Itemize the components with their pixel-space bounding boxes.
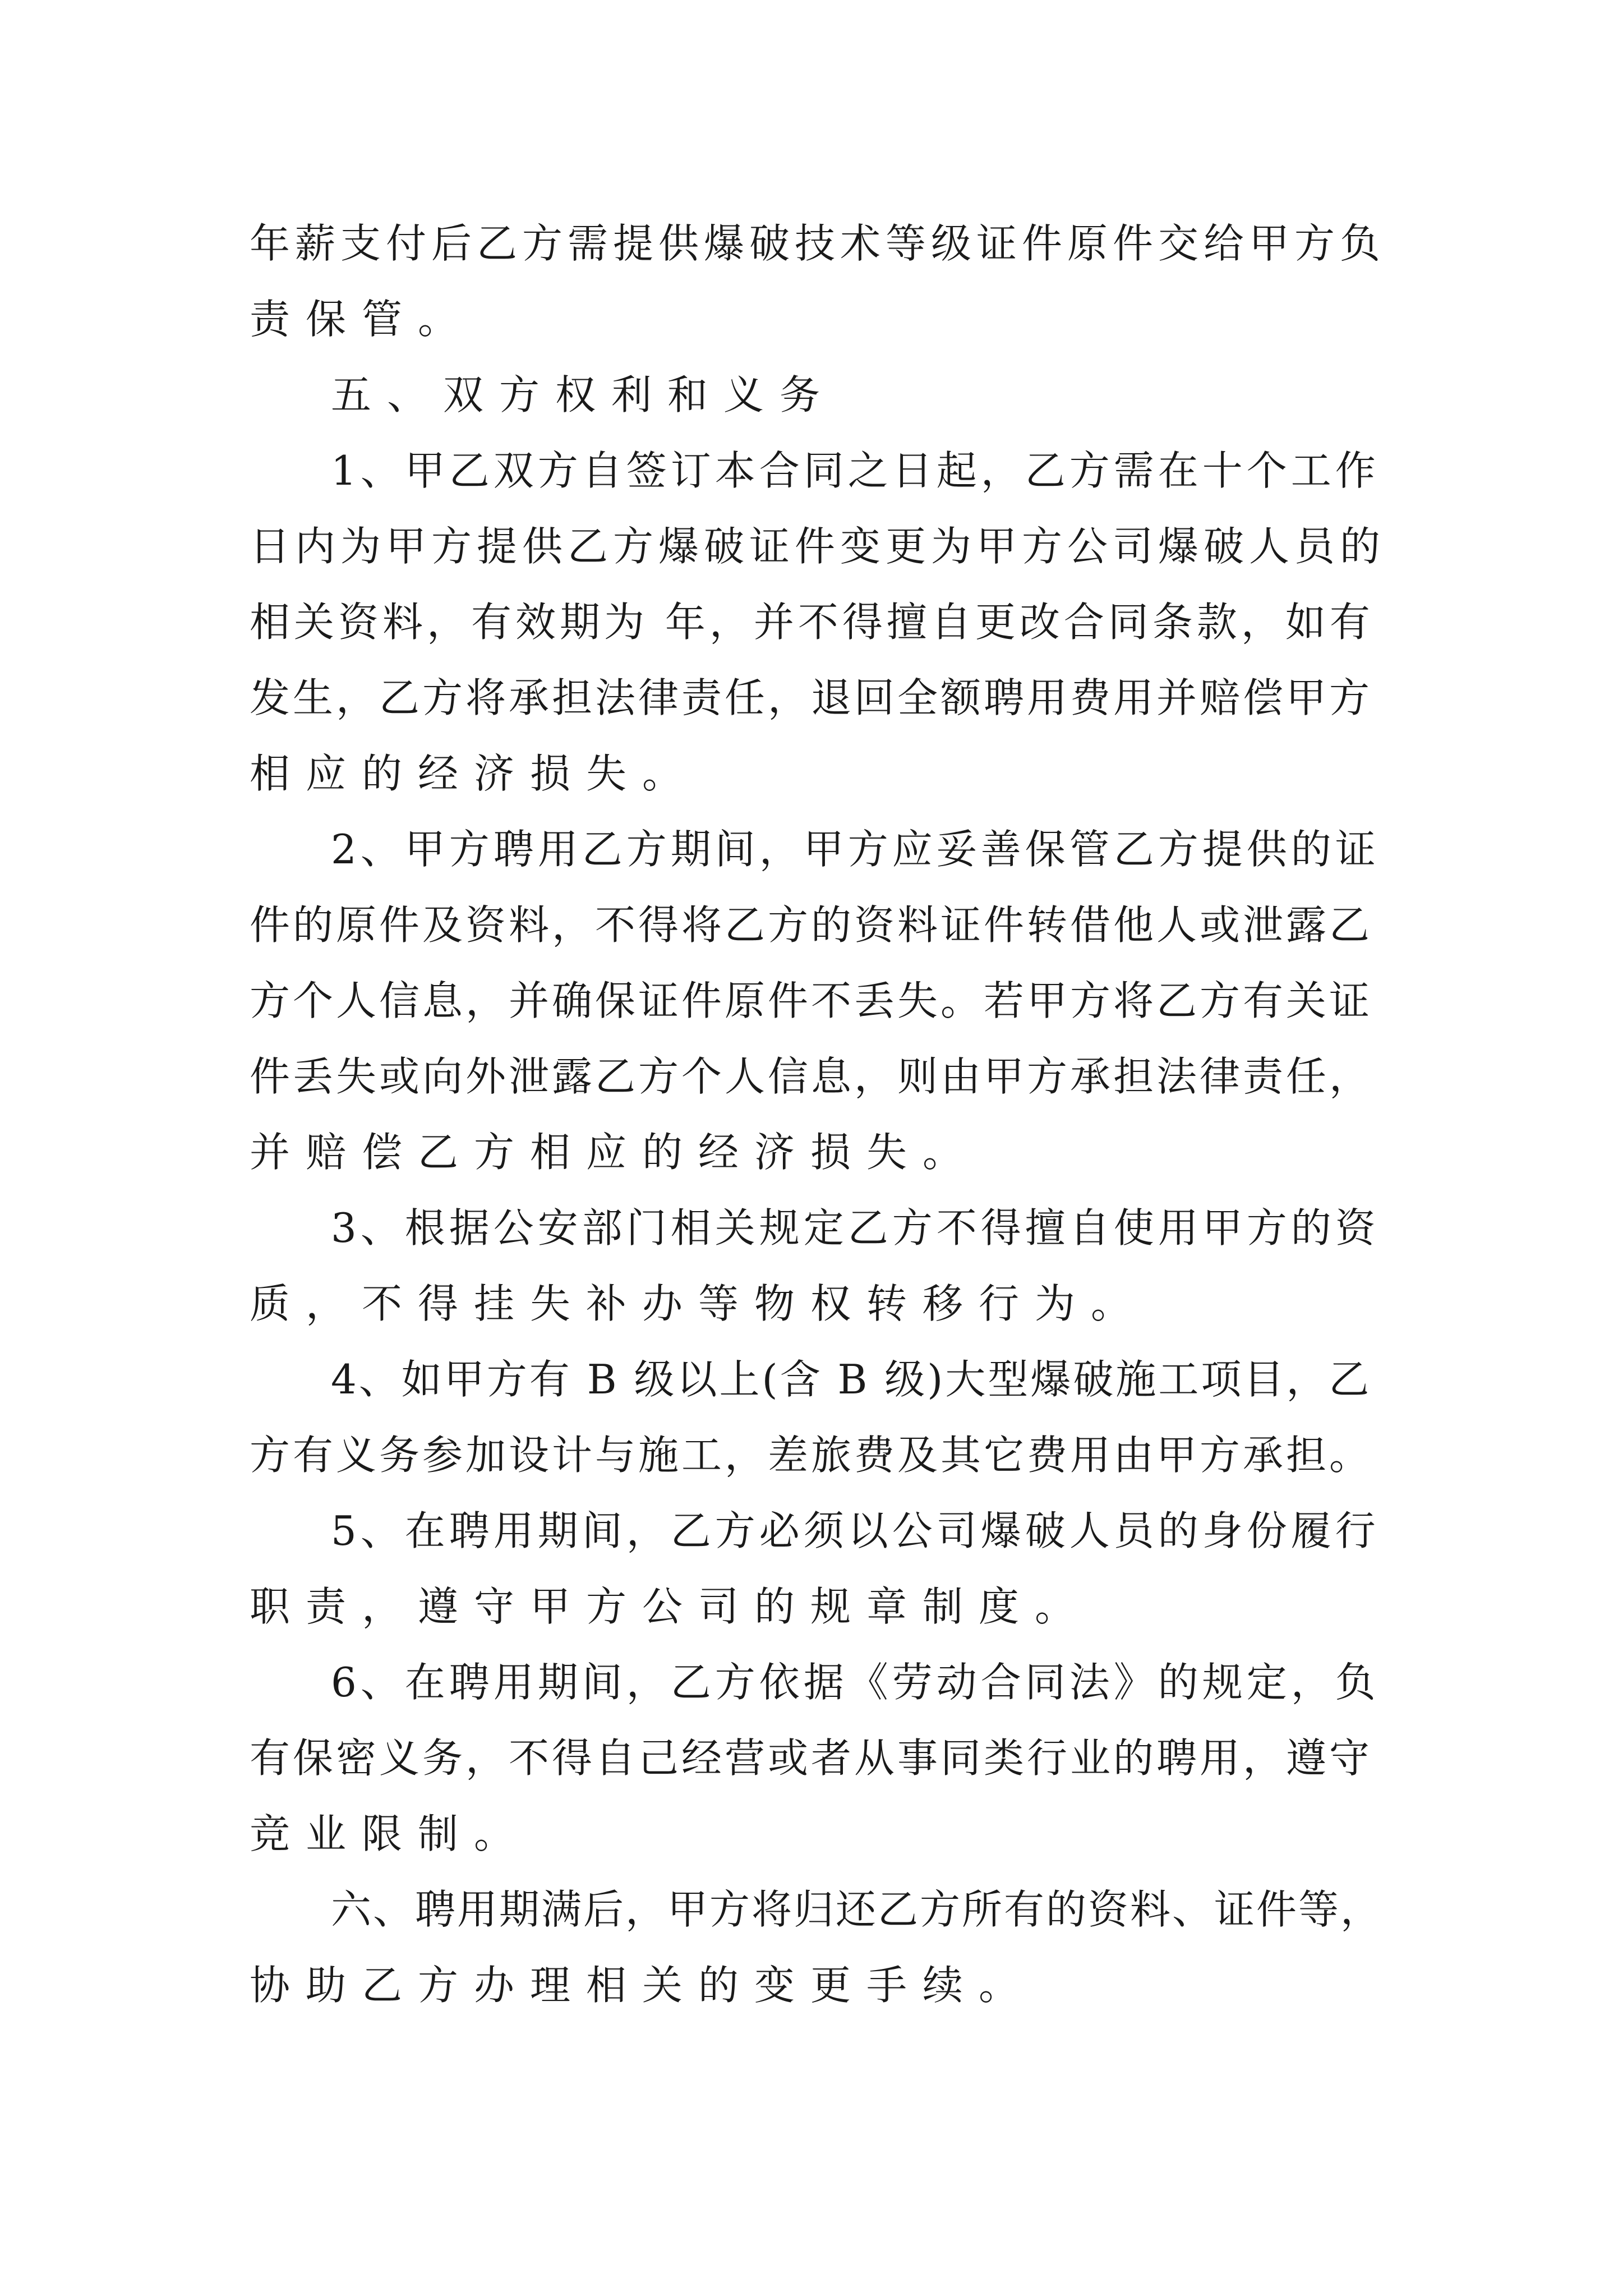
text-line: 方个人信息，并确保证件原件不丢失。若甲方将乙方有关证 — [250, 977, 1373, 1024]
text-line: 6、在聘用期间，乙方依据《劳动合同法》的规定，负 — [331, 1659, 1380, 1706]
text-line: 责保管。 — [250, 296, 474, 343]
text-line: 2、甲方聘用乙方期间，甲方应妥善保管乙方提供的证 — [331, 826, 1380, 873]
text-line: 质，不得挂失补办等物权转移行为。 — [250, 1280, 1147, 1327]
section-heading: 六、聘用期满后，甲方将归还乙方所有的资料、证件等， — [331, 1886, 1383, 1933]
text-line: 5、在聘用期间，乙方必须以公司爆破人员的身份履行 — [331, 1507, 1380, 1554]
text-line: 日内为甲方提供乙方爆破证件变更为甲方公司爆破人员的 — [250, 523, 1386, 570]
text-line: 3、根据公安部门相关规定乙方不得擅自使用甲方的资 — [331, 1204, 1380, 1251]
text-line: 件的原件及资料，不得将乙方的资料证件转借他人或泄露乙 — [250, 901, 1373, 949]
text-line: 发生，乙方将承担法律责任，退回全额聘用费用并赔偿甲方 — [250, 674, 1373, 721]
text-line: 并赔偿乙方相应的经济损失。 — [250, 1129, 979, 1176]
text-line: 件丢失或向外泄露乙方个人信息，则由甲方承担法律责任， — [250, 1053, 1373, 1100]
text-line: 竞业限制。 — [250, 1810, 531, 1857]
text-line: 方有义务参加设计与施工，差旅费及其它费用由甲方承担。 — [250, 1432, 1373, 1479]
text-line: 1、甲乙双方自签订本合同之日起，乙方需在十个工作 — [331, 447, 1380, 494]
text-line: 职责，遵守甲方公司的规章制度。 — [250, 1583, 1091, 1630]
section-heading: 五、双方权利和义务 — [331, 371, 836, 418]
text-line: 有保密义务，不得自己经营或者从事同类行业的聘用，遵守 — [250, 1734, 1373, 1782]
text-line: 年薪支付后乙方需提供爆破技术等级证件原件交给甲方负 — [250, 220, 1386, 267]
text-line: 协助乙方办理相关的变更手续。 — [250, 1962, 1035, 2009]
text-line: 相关资料，有效期为 年，并不得擅自更改合同条款，如有 — [250, 599, 1374, 646]
text-line: 相应的经济损失。 — [250, 750, 699, 797]
text-line: 4、如甲方有 B 级以上(含 B 级)大型爆破施工项目，乙 — [331, 1356, 1372, 1403]
